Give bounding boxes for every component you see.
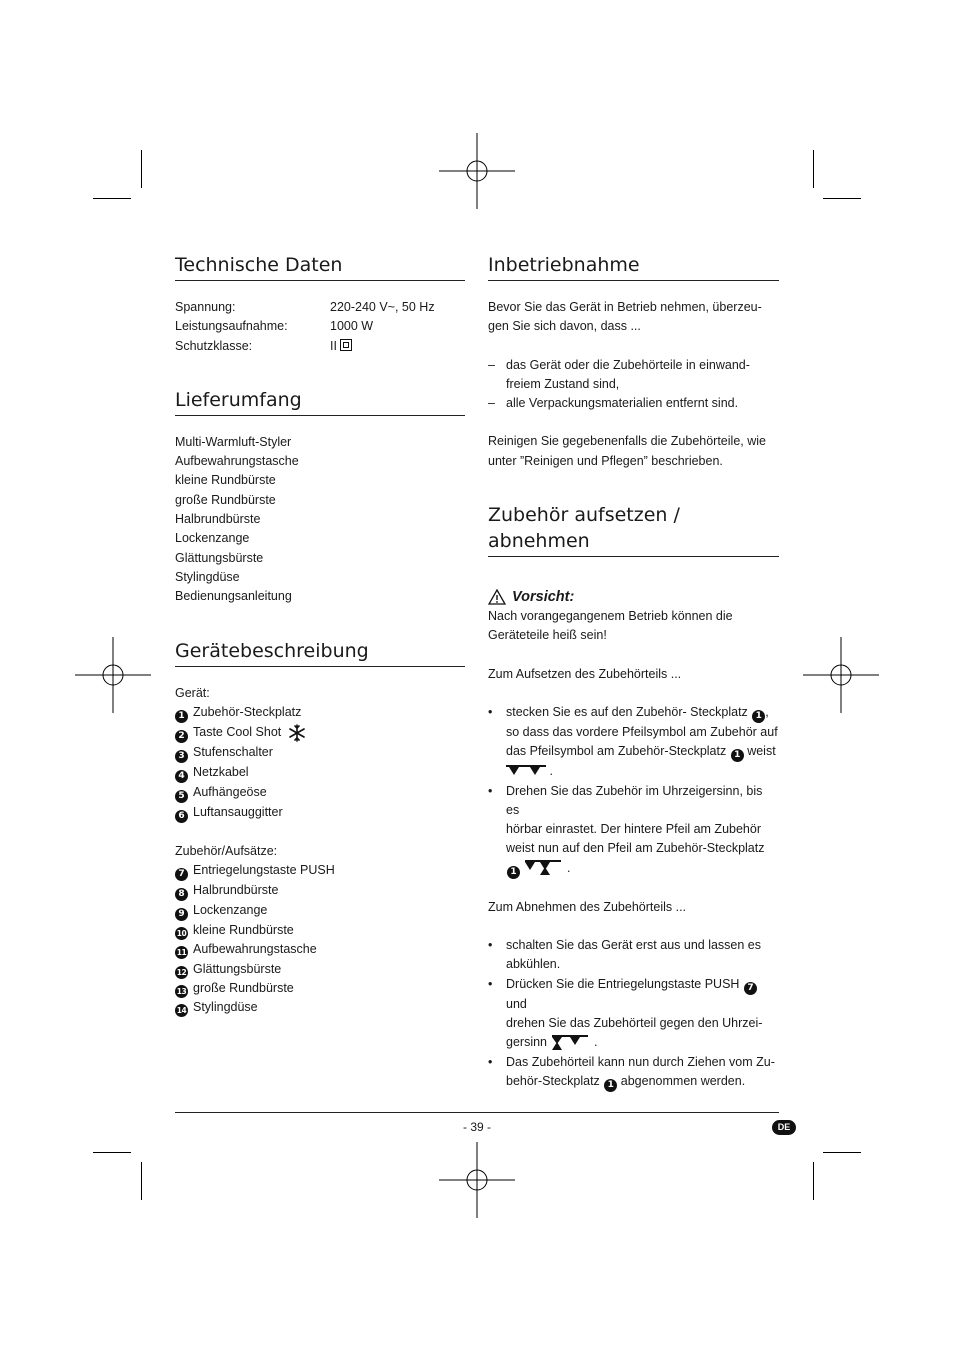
- item-line: Das Zubehörteil kann nun durch Ziehen vom Zu-: [506, 1054, 775, 1069]
- dash-marker: –: [488, 357, 495, 372]
- item-text: Halbrundbürste: [193, 883, 279, 898]
- bullet-marker: •: [488, 976, 493, 991]
- device-label: Gerät:: [175, 685, 210, 700]
- bullet-list-item: [488, 975, 779, 1053]
- list-item: [175, 998, 465, 1017]
- registration-mark: [439, 1142, 515, 1218]
- item-text: Entriegelungstaste PUSH: [193, 863, 335, 878]
- spec-value: 1000 W: [330, 319, 374, 334]
- heading-technische-daten: Technische Daten: [175, 252, 465, 281]
- number-badge: 1: [507, 866, 520, 879]
- paragraph-line: gen Sie sich davon, dass ...: [488, 319, 641, 334]
- dash-marker: –: [488, 396, 495, 411]
- paragraph-line: unter ”Reinigen und Pflegen” beschrieben.: [488, 453, 723, 468]
- item-text: alle Verpackungsmaterialien entfernt sind.: [506, 396, 739, 411]
- item-line: drehen Sie das Zubehörteil gegen den Uhrzei-: [506, 1015, 763, 1030]
- dash-list-item: [488, 394, 779, 413]
- item-text: .: [549, 764, 553, 779]
- item-text: Aufbewahrungstasche: [193, 942, 317, 957]
- list-item: Aufbewahrungstasche: [175, 454, 299, 469]
- crop-mark: [813, 1162, 814, 1200]
- footer-rule: [175, 1112, 779, 1113]
- arrow-unlock-icon: [550, 1035, 590, 1051]
- paragraph-line: Bevor Sie das Gerät in Betrieb nehmen, überzeu-: [488, 300, 762, 314]
- spec-label: Spannung:: [175, 300, 236, 314]
- protection-class-text: II: [330, 338, 337, 353]
- list-item: Glättungsbürste: [175, 550, 264, 565]
- list-item: [175, 979, 465, 998]
- double-insulation-icon: [340, 339, 352, 351]
- dash-list-item: [488, 356, 779, 395]
- crop-mark: [93, 1152, 131, 1153]
- crop-mark: [93, 198, 131, 199]
- number-badge: 3: [175, 750, 188, 763]
- list-item: [175, 960, 465, 979]
- item-line: [506, 1033, 779, 1052]
- list-item: [175, 723, 465, 743]
- list-item: [175, 881, 465, 901]
- spec-row: [175, 298, 465, 317]
- item-line: [506, 1072, 779, 1092]
- item-text: behör-Steckplatz: [506, 1073, 600, 1088]
- paragraph-line: Geräteteile heiß sein!: [488, 628, 607, 643]
- start-section: [488, 298, 779, 471]
- item-text: Zubehör-Steckplatz: [193, 704, 302, 719]
- bullet-marker: •: [488, 783, 493, 798]
- item-text: das Gerät oder die Zubehörteile in einwand-: [506, 357, 750, 372]
- registration-mark: [75, 637, 151, 713]
- item-text: Stufenschalter: [193, 744, 273, 759]
- registration-mark: [803, 637, 879, 713]
- right-column: [488, 252, 779, 1092]
- language-badge: DE: [772, 1120, 796, 1135]
- item-text: abgenommen werden.: [620, 1073, 746, 1088]
- number-badge: 1: [731, 749, 744, 762]
- crop-mark: [823, 1152, 861, 1153]
- crop-mark: [141, 1162, 142, 1200]
- list-item: [175, 783, 465, 803]
- number-badge: 7: [175, 868, 188, 881]
- item-line: [506, 742, 779, 762]
- bullet-marker: •: [488, 938, 493, 953]
- item-line: [506, 859, 779, 879]
- number-badge: 1: [604, 1079, 617, 1092]
- bullet-list-item: [488, 782, 779, 879]
- list-item: Stylingdüse: [175, 569, 240, 584]
- number-badge: 4: [175, 770, 188, 783]
- heading-zubehoer: Zubehör aufsetzen / abnehmen: [488, 502, 779, 557]
- paragraph-line: Reinigen Sie gegebenenfalls die Zubehörteile, wie: [488, 434, 766, 449]
- item-line: [506, 762, 779, 781]
- item-line: weist nun auf den Pfeil am Zubehör-Steckplatz: [506, 841, 765, 856]
- item-text: Aufhängeöse: [193, 784, 267, 799]
- spec-row: [175, 337, 465, 356]
- number-badge: 11: [176, 948, 187, 958]
- item-text: .: [566, 860, 571, 875]
- number-badge: 1: [752, 710, 765, 723]
- crop-mark: [823, 198, 861, 199]
- item-line: schalten Sie das Gerät erst aus und lassen es: [506, 938, 762, 953]
- number-badge: 14: [176, 1006, 187, 1016]
- item-text: Luftansauggitter: [193, 804, 283, 819]
- item-line: so dass das vordere Pfeilsymbol am Zubehör auf: [506, 724, 778, 739]
- bullet-marker: •: [488, 704, 493, 719]
- item-text: ,: [765, 704, 769, 719]
- list-item: [175, 803, 465, 823]
- number-badge: 7: [744, 982, 757, 995]
- item-text: Glättungsbürste: [193, 961, 282, 976]
- list-item: Multi-Warmluft-Styler: [175, 434, 292, 449]
- page-number: - 39 -: [462, 1120, 491, 1134]
- number-badge: 9: [175, 908, 188, 921]
- list-item: Lockenzange: [175, 531, 250, 546]
- bullet-list-item: [488, 703, 779, 782]
- item-line: Drehen Sie das Zubehör im Uhrzeigersinn, bis es: [506, 783, 763, 817]
- spec-value: [330, 337, 352, 356]
- item-text: weist: [747, 744, 776, 759]
- item-text: Stylingdüse: [193, 1000, 258, 1015]
- item-text: Drücken Sie die Entriegelungstaste PUSH: [506, 976, 740, 991]
- bullet-list-item: [488, 936, 779, 975]
- warning-title: [488, 587, 779, 607]
- item-text: und: [506, 996, 527, 1011]
- heading-lieferumfang: Lieferumfang: [175, 387, 465, 416]
- number-badge: 5: [175, 790, 188, 803]
- paragraph-line: Nach vorangegangenem Betrieb können die: [488, 609, 733, 624]
- list-item: kleine Rundbürste: [175, 473, 276, 488]
- list-item: [175, 861, 465, 881]
- list-item: [175, 703, 465, 723]
- list-item: Halbrundbürste: [175, 512, 261, 527]
- number-badge: 10: [176, 929, 187, 939]
- item-line: abkühlen.: [506, 957, 561, 972]
- accessories-label: Zubehör/Aufsätze:: [175, 843, 278, 858]
- warning-title-text: Vorsicht:: [512, 589, 575, 606]
- list-item: [175, 940, 465, 959]
- registration-mark: [439, 133, 515, 209]
- snowflake-icon: [288, 724, 306, 742]
- spec-row: [175, 317, 465, 336]
- left-column: [175, 252, 465, 1018]
- device-list: [175, 684, 465, 1018]
- item-text: Netzkabel: [193, 764, 249, 779]
- crop-mark: [141, 150, 142, 188]
- list-item: [175, 901, 465, 921]
- paragraph-line: Zum Abnehmen des Zubehörteils ...: [488, 899, 687, 914]
- item-text: .: [593, 1035, 598, 1050]
- item-line: [506, 975, 779, 1014]
- item-line: hörbar einrastet. Der hintere Pfeil am Zubehör: [506, 822, 761, 837]
- item-text: das Pfeilsymbol am Zubehör-Steckplatz: [506, 744, 727, 759]
- item-line: [506, 703, 779, 723]
- item-text: freiem Zustand sind,: [506, 376, 620, 391]
- item-text: stecken Sie es auf den Zubehör- Steckplatz: [506, 704, 748, 719]
- item-text: kleine Rundbürste: [193, 923, 294, 938]
- crop-mark: [813, 150, 814, 188]
- item-text: Lockenzange: [193, 903, 268, 918]
- list-item: Bedienungsanleitung: [175, 589, 292, 604]
- bullet-marker: •: [488, 1054, 493, 1069]
- attach-section: [488, 607, 779, 1092]
- heading-geraetebeschreibung: Gerätebeschreibung: [175, 638, 465, 667]
- item-text: Taste Cool Shot: [193, 724, 282, 739]
- spec-label: Leistungsaufnahme:: [175, 319, 288, 334]
- number-badge: 2: [175, 730, 188, 743]
- spec-label: Schutzklasse:: [175, 338, 253, 353]
- list-item: [175, 743, 465, 763]
- number-badge: 12: [176, 967, 187, 977]
- item-text: große Rundbürste: [193, 981, 294, 996]
- arrow-locked-icon: [523, 860, 563, 876]
- number-badge: 8: [175, 888, 188, 901]
- list-item: [175, 763, 465, 783]
- list-item: [175, 921, 465, 940]
- arrow-align-icon: [506, 765, 546, 779]
- spec-value: 220-240 V~, 50 Hz: [330, 300, 435, 314]
- number-badge: 1: [175, 710, 188, 723]
- paragraph-line: Zum Aufsetzen des Zubehörteils ...: [488, 666, 682, 681]
- spec-table: [175, 298, 465, 356]
- item-text: gersinn: [506, 1035, 547, 1050]
- list-item: große Rundbürste: [175, 492, 276, 507]
- number-badge: 13: [176, 987, 187, 997]
- warning-triangle-icon: [488, 589, 506, 605]
- number-badge: 6: [175, 810, 188, 823]
- scope-list: [175, 433, 465, 607]
- heading-inbetriebnahme: Inbetriebnahme: [488, 252, 779, 281]
- bullet-list-item: [488, 1053, 779, 1092]
